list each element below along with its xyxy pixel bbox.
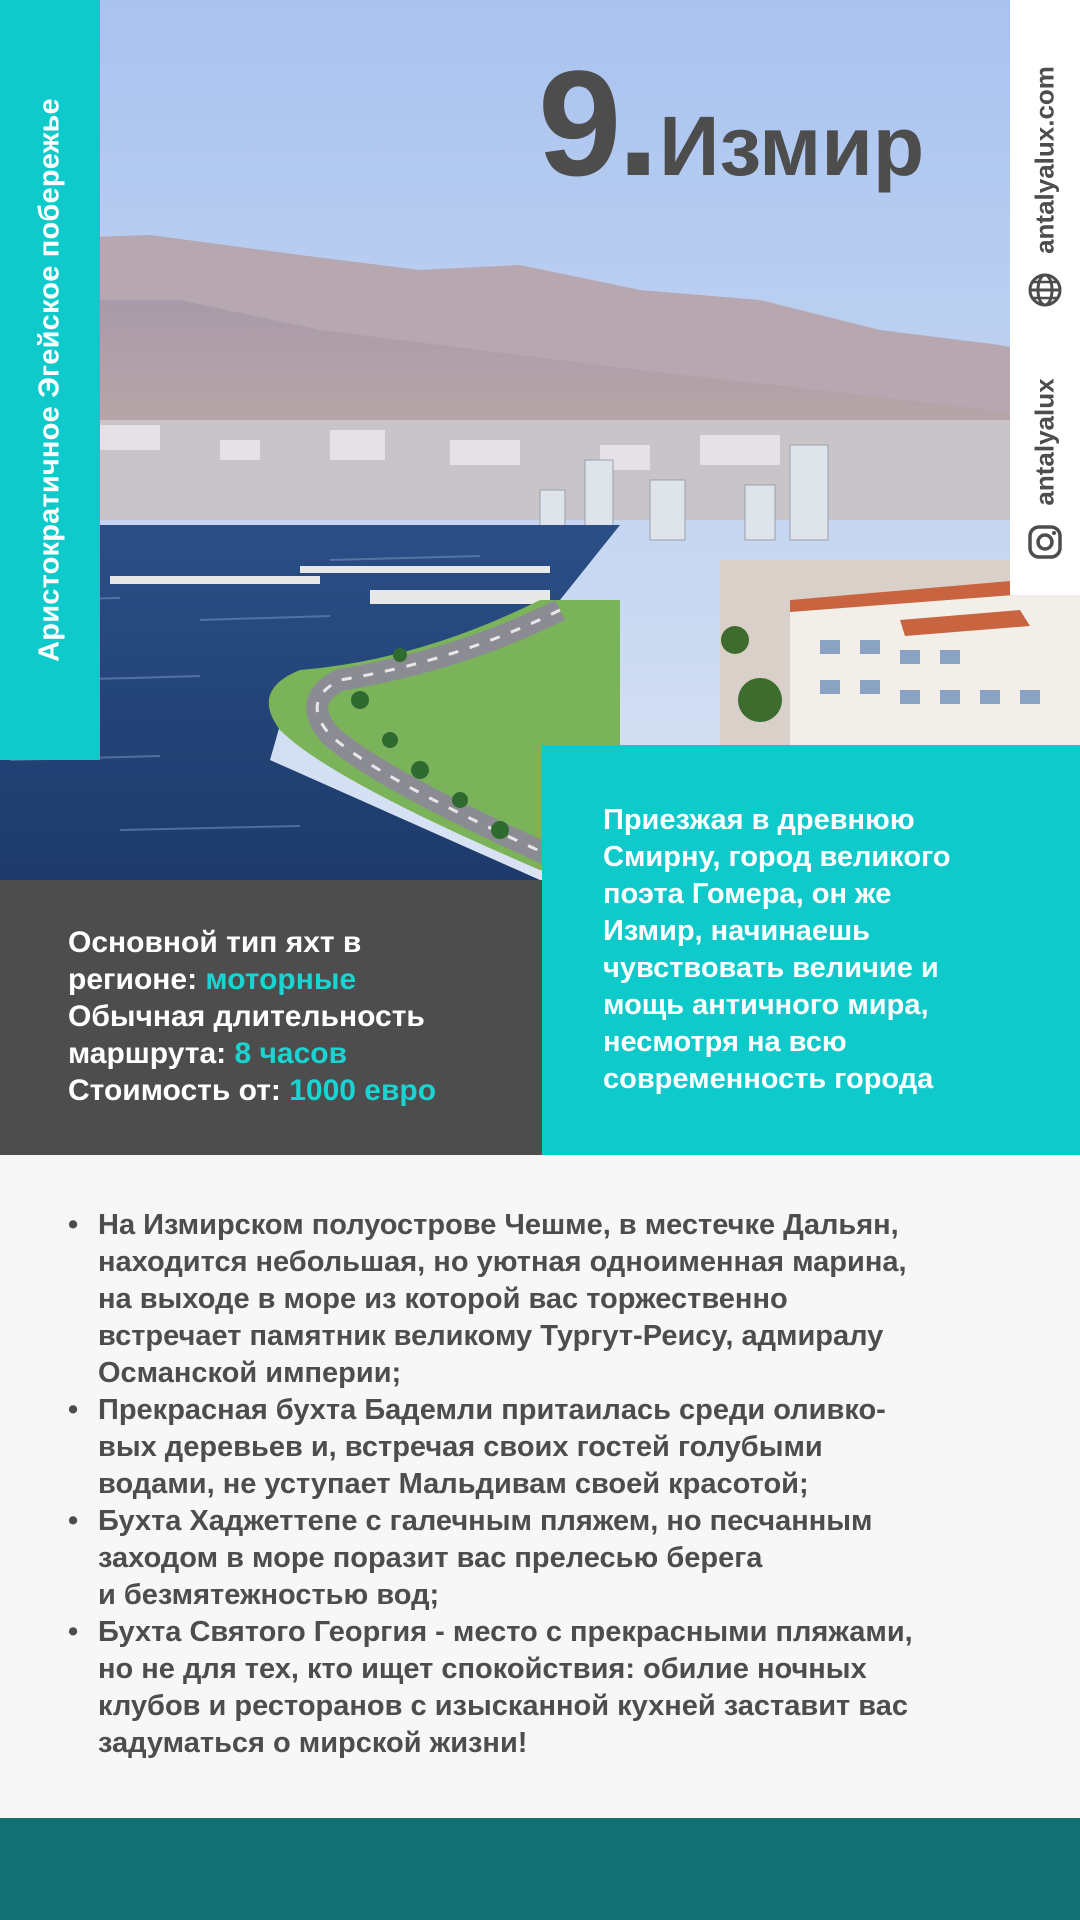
- list-item-line: • Прекрасная бухта Бадемли притаилась среди оливко-: [98, 1394, 886, 1426]
- title-city: Измир: [659, 99, 925, 193]
- list-item-line: встречает памятник великому Тургут-Реису, адмиралу: [98, 1320, 884, 1352]
- quote-line: несмотря на всю: [603, 1026, 847, 1058]
- instagram-link[interactable]: antalyalux: [1029, 378, 1060, 506]
- globe-icon: [1025, 270, 1065, 310]
- page-title: [538, 39, 925, 207]
- list-item-line: • На Измирском полуострове Чешме, в местечке Дальян,: [98, 1209, 899, 1241]
- duration-label-1: Обычная длительность: [68, 1000, 425, 1033]
- list-item-line: заходом в море поразит вас прелесью берега: [98, 1542, 763, 1574]
- quote-line: поэта Гомера, он же: [603, 878, 892, 910]
- yacht-type-value: моторные: [205, 963, 357, 996]
- list-item-line: клубов и ресторанов с изысканной кухней заставит вас: [98, 1690, 909, 1722]
- instagram-icon: [1025, 522, 1065, 562]
- price-value: 1000 евро: [289, 1074, 437, 1107]
- quote-line: Приезжая в древнюю: [603, 804, 915, 836]
- list-item-line: и безмятежностью вод;: [98, 1579, 440, 1611]
- list-item-line: вых деревьев и, встречая своих гостей голубыми: [98, 1431, 823, 1463]
- list-item-line: на выходе в море из которой вас торжественно: [98, 1283, 788, 1315]
- list-item: [68, 1207, 1028, 1392]
- yacht-type-label-1: Основной тип яхт в: [68, 926, 362, 959]
- duration-label-2: маршрута:: [68, 1037, 235, 1070]
- list-item-line: водами, не уступает Мальдивам своей красотой;: [98, 1468, 809, 1500]
- intro-quote-box: [542, 745, 1080, 1155]
- highlights-list: [68, 1207, 1028, 1762]
- region-label: Аристократичное Эгейское побережье: [33, 98, 66, 662]
- list-item: [68, 1392, 1028, 1503]
- region-side-band: [0, 0, 100, 760]
- price-label: Стоимость от:: [68, 1074, 290, 1107]
- quote-line: Измир, начинаешь: [603, 915, 871, 947]
- quote-line: мощь античного мира,: [603, 989, 929, 1021]
- list-item-line: задуматься о мирской жизни!: [98, 1727, 528, 1759]
- duration-row: [68, 1035, 436, 1072]
- quote-line: чувствовать величие и: [603, 952, 939, 984]
- yacht-info-text: [68, 924, 436, 1109]
- title-number: 9.: [538, 39, 656, 207]
- yacht-type-row: [68, 961, 436, 998]
- website-link[interactable]: antalyalux.com: [1029, 66, 1060, 254]
- quote-line: Смирну, город великого: [603, 841, 951, 873]
- footer-band: [0, 1818, 1080, 1920]
- list-item-line: • Бухта Хаджеттепе с галечным пляжем, но песчанным: [98, 1505, 873, 1537]
- contact-strip: [1010, 0, 1080, 595]
- list-item: [68, 1503, 1028, 1614]
- list-item-line: но не для тех, кто ищет спокойствия: обилие ночных: [98, 1653, 867, 1685]
- yacht-info-box: [0, 880, 542, 1155]
- yacht-type-label-2: регионе:: [68, 963, 206, 996]
- intro-quote-text: [603, 802, 1033, 1098]
- quote-line: современность города: [603, 1063, 934, 1095]
- duration-value: 8 часов: [234, 1037, 348, 1070]
- list-item-line: • Бухта Святого Георгия - место с прекрасными пляжами,: [98, 1616, 913, 1648]
- list-item: [68, 1614, 1028, 1762]
- price-row: [68, 1072, 436, 1109]
- list-item-line: находится небольшая, но уютная одноименная марина,: [98, 1246, 907, 1278]
- list-item-line: Османской империи;: [98, 1357, 402, 1389]
